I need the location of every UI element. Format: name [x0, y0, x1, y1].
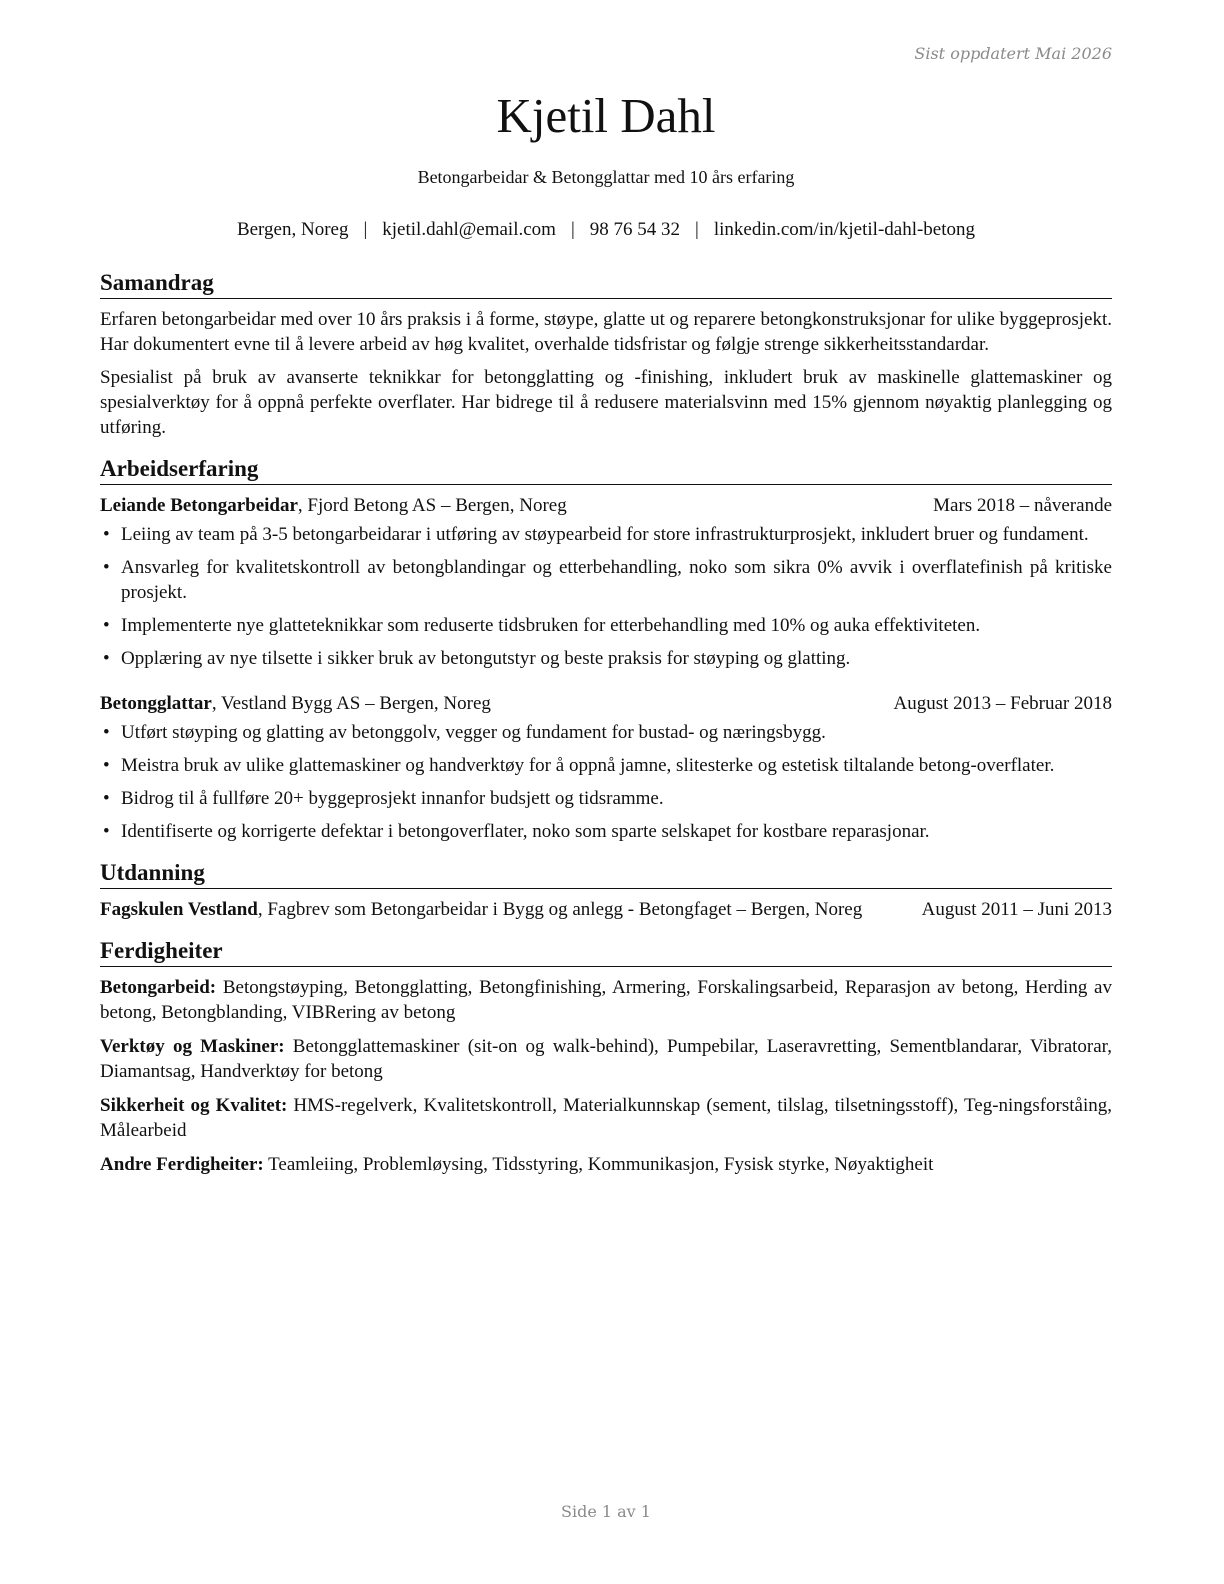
- job-bullets: [100, 720, 1112, 844]
- education-detail: , Fagbrev som Betongarbeidar i Bygg og anlegg - Betongfaget – Bergen, Noreg: [257, 899, 863, 920]
- section-title-skills: Ferdigheiter: [100, 936, 1112, 967]
- job-title-line: [100, 691, 876, 716]
- separator: |: [695, 219, 699, 240]
- skill-text: HMS-regelverk, Kvalitetskontroll, Materialkunnskap (sement, tilslag, tilsetningsstoff), Teg-ningsforståing, Målearbeid: [100, 1095, 1113, 1141]
- skill-label: Betongarbeid:: [100, 977, 217, 998]
- section-title-education: Utdanning: [100, 858, 1112, 889]
- skill-label: Verktøy og Maskiner:: [100, 1036, 285, 1057]
- job-dates: Mars 2018 – nåverande: [933, 495, 1112, 516]
- bullet-icon: •: [103, 788, 110, 809]
- skill-label: Sikkerheit og Kvalitet:: [100, 1095, 288, 1116]
- job-title-line: [100, 493, 933, 518]
- bullet-icon: •: [103, 722, 110, 743]
- last-updated: Sist oppdatert Mai 2026: [914, 44, 1112, 63]
- education-detail-line: [100, 897, 922, 922]
- section-title-summary: Samandrag: [100, 268, 1112, 299]
- list-item: [100, 522, 1112, 547]
- separator: |: [570, 219, 575, 240]
- resume-body: [100, 268, 1112, 1186]
- list-item-text: Implementerte nye glatteteknikkar som reduserte tidsbruken for etterbehandling med 10% og auka effektiviteten.: [121, 615, 981, 636]
- list-item-text: Leiing av team på 3-5 betongarbeidarar i utføring av støypearbeid for store infrastrukturprosjekt, inkludert bruer og fundament.: [121, 524, 1089, 545]
- list-item-text: Bidrog til å fullføre 20+ byggeprosjekt innanfor budsjett og tidsramme.: [121, 788, 664, 809]
- list-item-text: Opplæring av nye tilsette i sikker bruk av betongutstyr og beste praksis for støyping og glatting.: [121, 648, 851, 669]
- contact-line: [100, 219, 1112, 241]
- job-role: Betongglattar: [100, 693, 212, 714]
- list-item-text: Meistra bruk av ulike glattemaskiner og handverktøy for å oppnå jamne, slitesterke og estetisk tiltalande betong-overflater.: [121, 755, 1055, 776]
- contact-phone: 98 76 54 32: [589, 219, 681, 240]
- list-item-text: Ansvarleg for kvalitetskontroll av betongblandingar og etterbehandling, noko som sikra 0% avvik i overflatefinish på kritiske prosjekt.: [121, 557, 1112, 603]
- bullet-icon: •: [103, 524, 110, 545]
- contact-email[interactable]: kjetil.dahl@email.com: [382, 219, 556, 240]
- section-title-experience: Arbeidserfaring: [100, 454, 1112, 485]
- bullet-icon: •: [103, 755, 110, 776]
- list-item: [100, 786, 1112, 811]
- bullet-icon: •: [103, 821, 110, 842]
- skill-text: Teamleiing, Problemløysing, Tidsstyring, Kommunikasjon, Fysisk styrke, Nøyaktigheit: [263, 1154, 934, 1175]
- list-item: [100, 613, 1112, 638]
- skill-group: [100, 1093, 1112, 1143]
- tagline: Betongarbeidar & Betongglattar med 10 års erfaring: [417, 167, 795, 187]
- job-company: , Vestland Bygg AS – Bergen, Noreg: [211, 693, 491, 714]
- education-entry: [100, 897, 1112, 922]
- education-school: Fagskulen Vestland: [100, 899, 258, 920]
- separator: |: [363, 219, 368, 240]
- candidate-name: Kjetil Dahl: [496, 88, 716, 143]
- job-header: [100, 691, 1112, 716]
- job-role: Leiande Betongarbeidar: [100, 495, 298, 516]
- job-company: , Fjord Betong AS – Bergen, Noreg: [297, 495, 567, 516]
- skill-label: Andre Ferdigheiter:: [100, 1154, 264, 1175]
- job-header: [100, 493, 1112, 518]
- list-item: [100, 646, 1112, 671]
- list-item-text: Identifiserte og korrigerte defektar i betongoverflater, noko som sparte selskapet for kostbare reparasjonar.: [121, 821, 930, 842]
- summary-paragraph: Erfaren betongarbeidar med over 10 års praksis i å forme, støype, glatte ut og reparere betongkonstruksjonar for ulike byggeprosjekt. Har dokumentert evne til å levere arbeid av høg kvalitet, overhalde tidsfristar og følgje strenge sikkerheitsstandardar.: [100, 309, 1112, 355]
- list-item: [100, 819, 1112, 844]
- bullet-icon: •: [103, 648, 110, 669]
- skill-text: Betongglattemaskiner (sit-on og walk-behind), Pumpebilar, Laseravretting, Sementblandarar, Vibratorar, Diamantsag, Handverktøy for betong: [100, 1036, 1112, 1082]
- bullet-icon: •: [103, 615, 110, 636]
- job-dates: August 2013 – Februar 2018: [893, 693, 1112, 714]
- list-item: [100, 555, 1112, 605]
- job-bullets: [100, 522, 1112, 671]
- skill-text: Betongstøyping, Betongglatting, Betongfinishing, Armering, Forskalingsarbeid, Reparasjon av betong, Herding av betong, Betongblanding, VIBRering av betong: [100, 977, 1112, 1023]
- contact-location: Bergen, Noreg: [236, 219, 349, 240]
- skill-group: [100, 1034, 1112, 1084]
- summary-paragraph: Spesialist på bruk av avanserte teknikkar for betongglatting og -finishing, inkludert bruk av maskinelle glattemaskiner og spesialverktøy for å oppnå perfekte overflater. Har bidrege til å redusere materialsvinn med 15% gjennom nøyaktig planlegging og utføring.: [100, 367, 1112, 438]
- education-dates: August 2011 – Juni 2013: [921, 899, 1112, 920]
- resume-page: [100, 0, 1112, 1584]
- bullet-icon: •: [103, 557, 110, 578]
- skill-group: [100, 1152, 1112, 1177]
- list-item: [100, 753, 1112, 778]
- skill-group: [100, 975, 1112, 1025]
- list-item: [100, 720, 1112, 745]
- contact-linkedin[interactable]: linkedin.com/in/kjetil-dahl-betong: [713, 219, 976, 240]
- list-item-text: Utført støyping og glatting av betonggolv, vegger og fundament for bustad- og næringsbygg.: [121, 722, 826, 743]
- page-number: Side 1 av 1: [561, 1502, 651, 1521]
